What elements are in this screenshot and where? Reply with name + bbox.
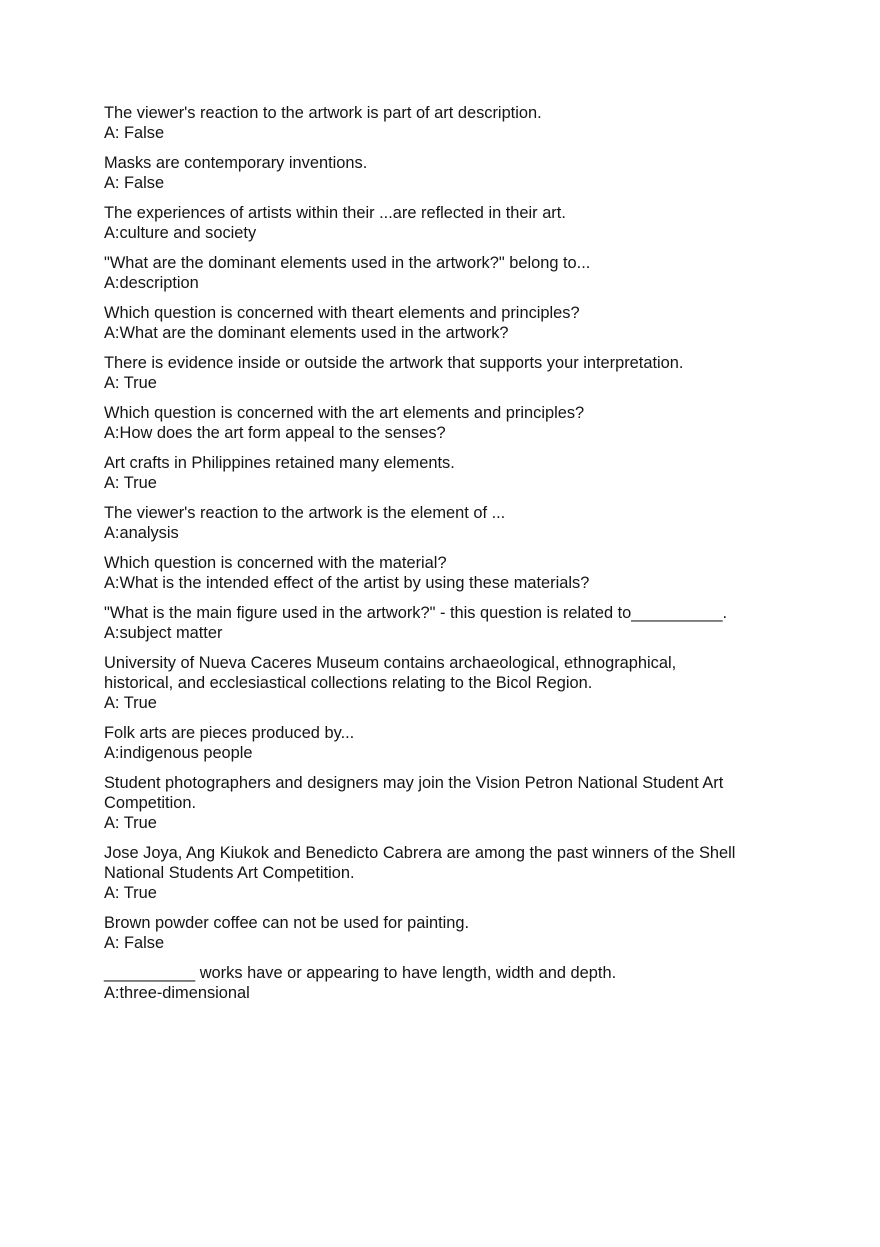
answer-text: A: False (104, 174, 165, 192)
question-text-line-2: historical, and ecclesiastical collections relating to the Bicol Region. (104, 674, 593, 692)
qa-item-4 (104, 253, 804, 293)
qa-item-9 (104, 503, 804, 543)
question-text-line-1: Student photographers and designers may join the Vision Petron National Student Art (104, 774, 724, 792)
question-text: "What is the main figure used in the artwork?" - this question is related to__________. (104, 604, 727, 622)
question-text-line-2: National Students Art Competition. (104, 864, 355, 882)
question-text: Masks are contemporary inventions. (104, 154, 368, 172)
qa-item-3 (104, 203, 804, 243)
qa-item-11 (104, 603, 804, 643)
qa-item-15 (104, 843, 804, 903)
qa-item-7 (104, 403, 804, 443)
question-text: __________ works have or appearing to have length, width and depth. (104, 964, 617, 982)
question-text: Which question is concerned with theart elements and principles? (104, 304, 580, 322)
answer-text: A:culture and society (104, 224, 257, 242)
answer-text: A:What are the dominant elements used in the artwork? (104, 324, 509, 342)
answer-text: A: True (104, 474, 157, 492)
qa-item-2 (104, 153, 804, 193)
answer-text: A:indigenous people (104, 744, 253, 762)
question-text-line-1: Jose Joya, Ang Kiukok and Benedicto Cabrera are among the past winners of the Shell (104, 844, 736, 862)
answer-text: A: True (104, 374, 157, 392)
question-text: Which question is concerned with the material? (104, 554, 447, 572)
qa-item-8 (104, 453, 804, 493)
qa-item-13 (104, 723, 804, 763)
question-text: The viewer's reaction to the artwork is the element of ... (104, 504, 506, 522)
question-text-line-2: Competition. (104, 794, 197, 812)
answer-text: A:What is the intended effect of the artist by using these materials? (104, 574, 590, 592)
answer-text: A:subject matter (104, 624, 223, 642)
question-text: The viewer's reaction to the artwork is part of art description. (104, 104, 542, 122)
answer-text: A: False (104, 124, 165, 142)
question-text: Folk arts are pieces produced by... (104, 724, 355, 742)
answer-text: A:description (104, 274, 199, 292)
qa-item-1 (104, 103, 804, 143)
question-text: Which question is concerned with the art elements and principles? (104, 404, 585, 422)
qa-item-16 (104, 913, 804, 953)
question-text: Art crafts in Philippines retained many elements. (104, 454, 455, 472)
answer-text: A: True (104, 694, 157, 712)
answer-text: A:three-dimensional (104, 984, 250, 1002)
qa-item-10 (104, 553, 804, 593)
answer-text: A: False (104, 934, 165, 952)
question-text: Brown powder coffee can not be used for painting. (104, 914, 470, 932)
answer-text: A: True (104, 884, 157, 902)
question-text: "What are the dominant elements used in the artwork?" belong to... (104, 254, 591, 272)
answer-text: A:How does the art form appeal to the senses? (104, 424, 446, 442)
qa-item-5 (104, 303, 804, 343)
question-text: There is evidence inside or outside the artwork that supports your interpretation. (104, 354, 684, 372)
answer-text: A:analysis (104, 524, 179, 542)
qa-item-6 (104, 353, 804, 393)
qa-item-12 (104, 653, 804, 713)
qa-item-14 (104, 773, 804, 833)
answer-text: A: True (104, 814, 157, 832)
quiz-document (104, 103, 804, 1013)
qa-item-17 (104, 963, 804, 1003)
question-text-line-1: University of Nueva Caceres Museum contains archaeological, ethnographical, (104, 654, 677, 672)
question-text: The experiences of artists within their ...are reflected in their art. (104, 204, 566, 222)
